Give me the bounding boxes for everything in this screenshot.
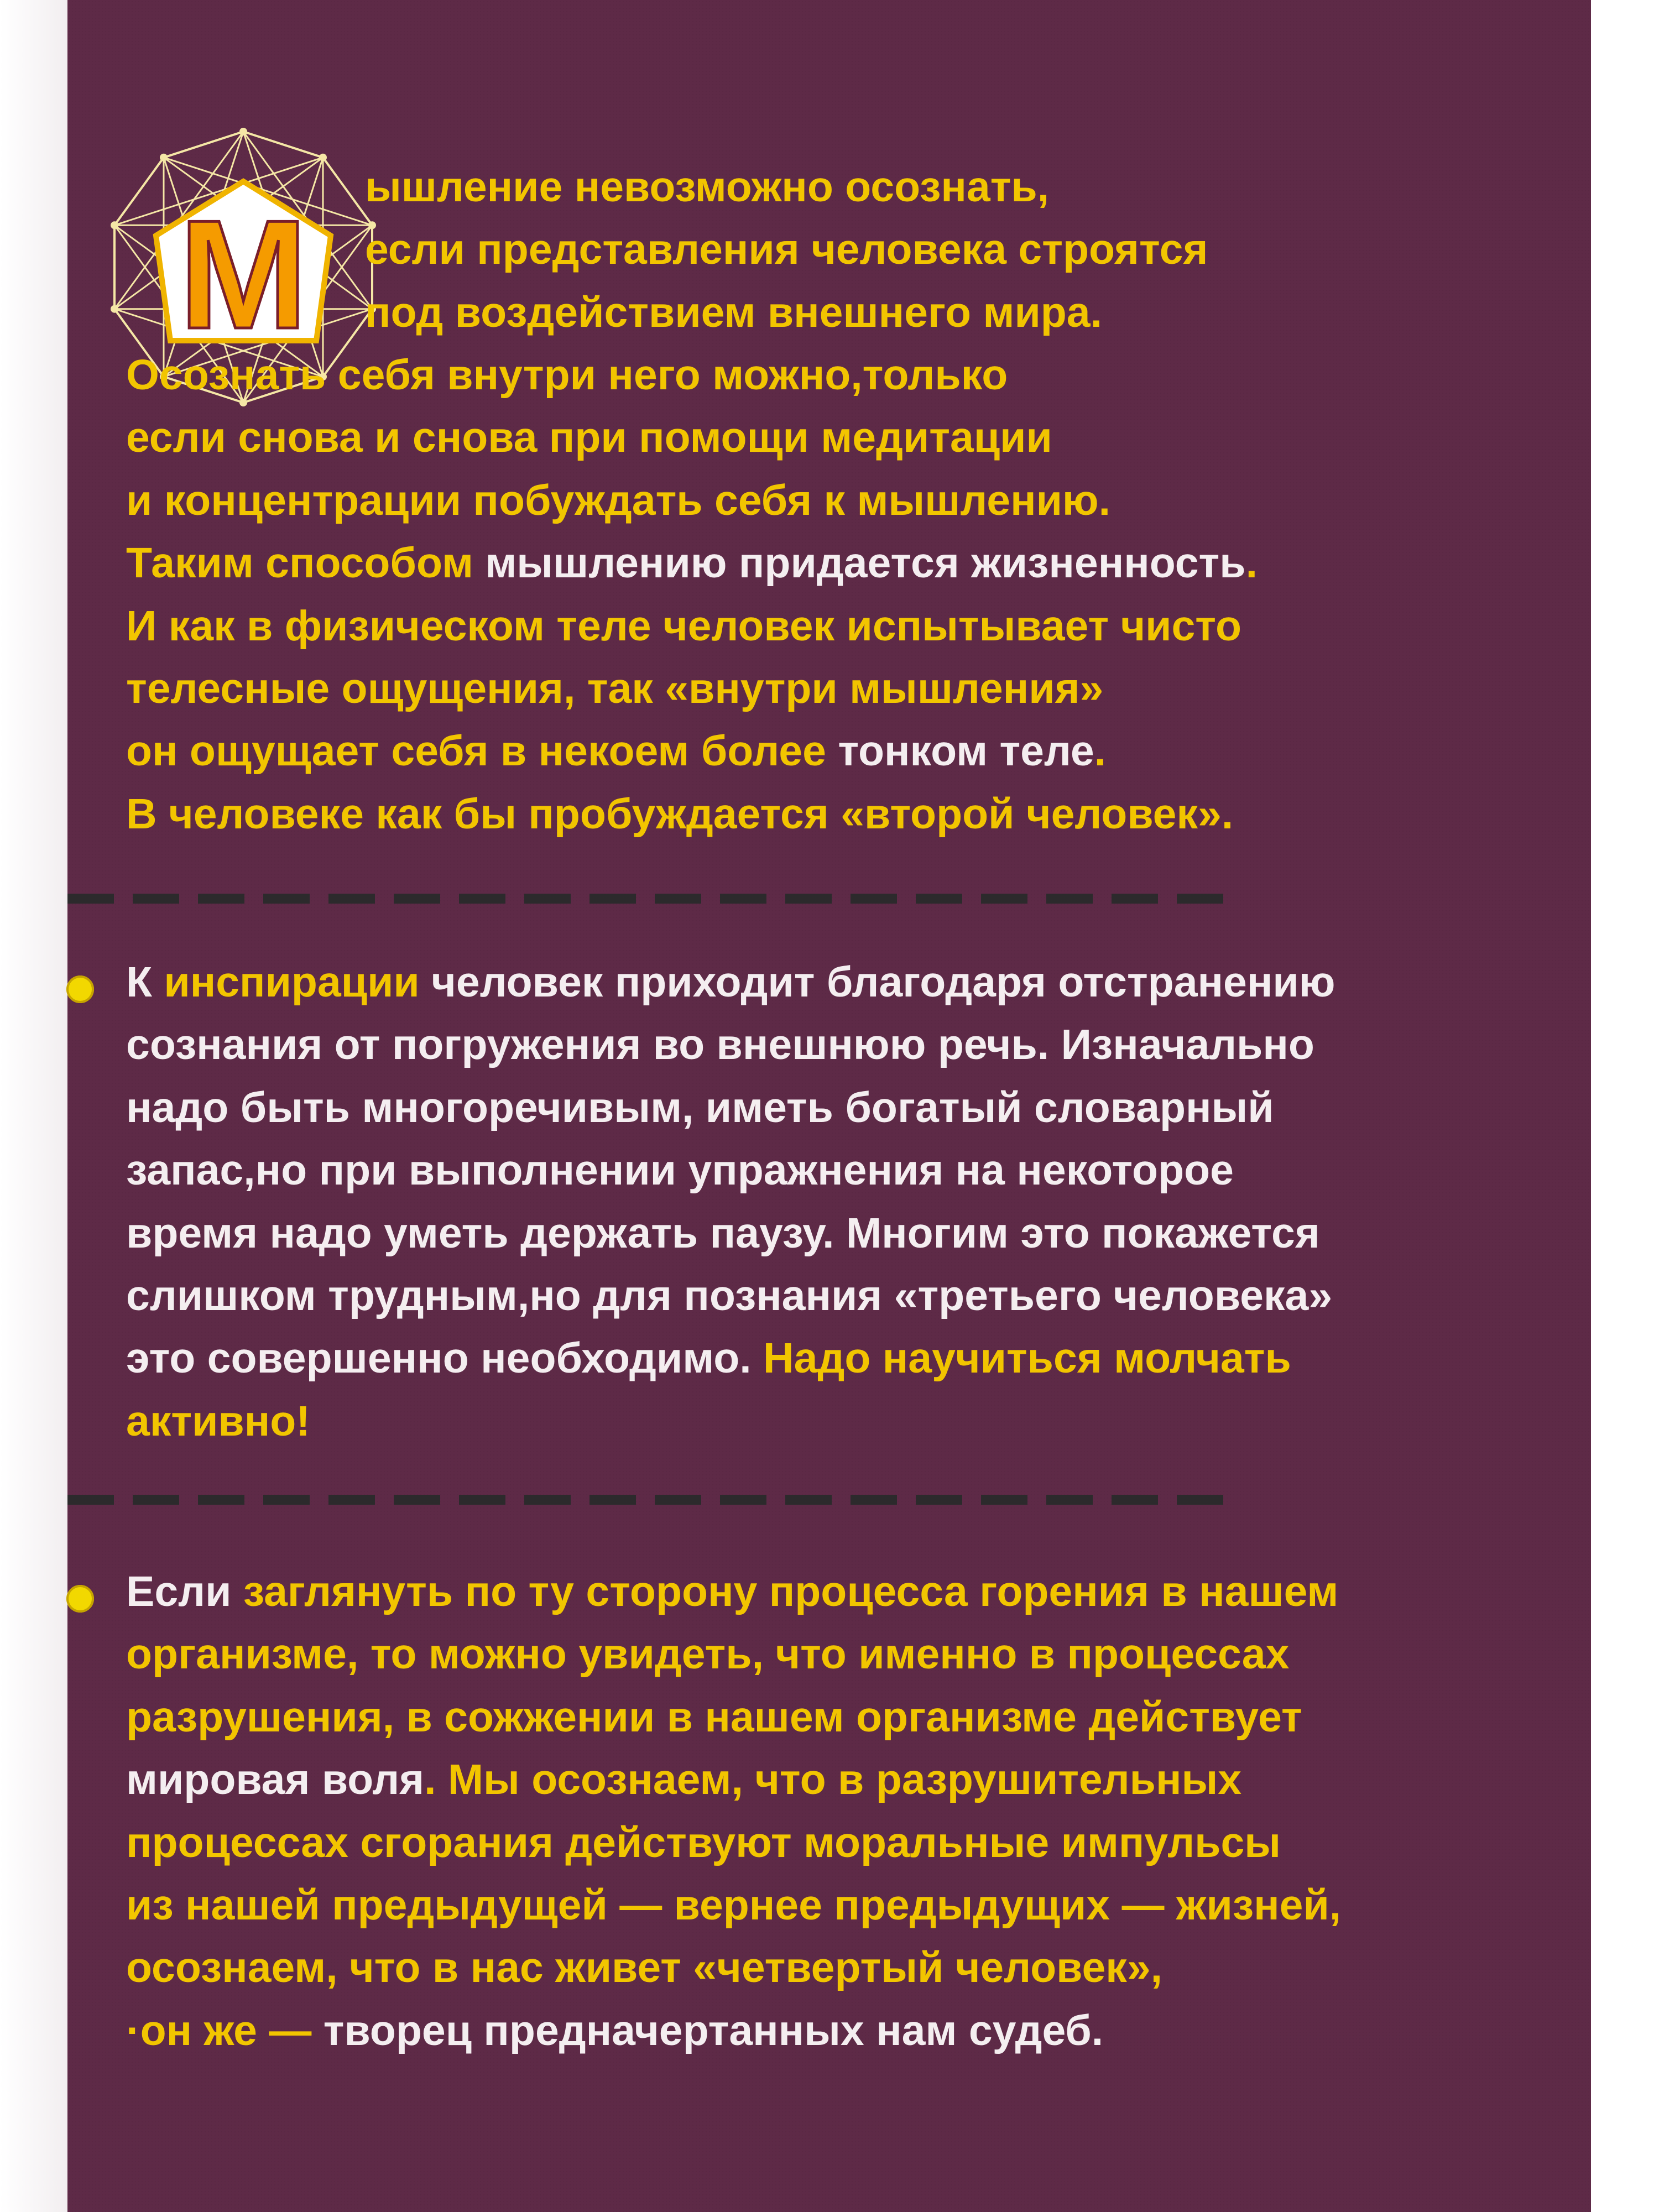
text-line [126, 1390, 1335, 1453]
highlighted-text: Надо научиться молчать [763, 1334, 1291, 1383]
highlighted-text: И как в физическом теле человек испытывает чисто [126, 602, 1242, 650]
highlighted-text: если представления человека строятся [365, 226, 1208, 274]
highlighted-text: . [1094, 727, 1107, 775]
page-edge [0, 0, 67, 2212]
highlighted-text: осознаем, что в нас живет «четвертый человек», [126, 1944, 1163, 1992]
bullet-dot [66, 1585, 94, 1613]
drop-cap-letter: М [179, 189, 308, 361]
text-line [365, 156, 1208, 218]
text-line [126, 951, 1335, 1014]
text-line [126, 1812, 1341, 1874]
text-line [126, 1139, 1335, 1202]
text-line [126, 658, 1258, 720]
text-line [126, 595, 1258, 658]
highlighted-text: ·он же — [126, 2006, 324, 2054]
highlighted-text: из нашей предыдущей — вернее предыдущих — жизней, [126, 1881, 1342, 1929]
dashed-divider [67, 1495, 1232, 1505]
text-line [126, 1749, 1341, 1811]
text-line [126, 2000, 1341, 2062]
text-line [365, 281, 1208, 344]
highlighted-text: . Мы осознаем, что в разрушительных [424, 1756, 1242, 1804]
emblem-ring-node [111, 221, 118, 229]
emblem-ring-node [160, 154, 168, 161]
text-line [126, 783, 1258, 846]
highlighted-text: под воздействием внешнего мира. [365, 288, 1103, 336]
text-line [126, 1874, 1341, 1937]
plain-text: тонком теле [838, 727, 1094, 775]
highlighted-text: Осознать себя внутри него можно,только [126, 351, 1008, 399]
highlighted-text: если снова и снова при помощи медитации [126, 414, 1052, 462]
plain-text: время надо уметь держать паузу. Многим это покажется [126, 1209, 1320, 1257]
text-line [126, 720, 1258, 782]
highlighted-text: процессах сгорания действуют моральные импульсы [126, 1818, 1281, 1866]
highlighted-text: инспирации [164, 958, 420, 1006]
plain-text: мышлению придается жизненность [485, 539, 1246, 587]
inspiration-paragraph [126, 951, 1335, 1453]
emblem-ring-node [111, 305, 118, 313]
highlighted-text: телесные ощущения, так «внутри мышления» [126, 665, 1104, 713]
text-line [126, 1561, 1341, 1623]
text-line [126, 1327, 1335, 1390]
text-line [126, 1686, 1341, 1749]
text-line [126, 1014, 1335, 1076]
plain-text: запас,но при выполнении упражнения на некоторое [126, 1146, 1234, 1194]
plain-text: надо быть многоречивым, иметь богатый словарный [126, 1083, 1274, 1131]
burning-process-paragraph [126, 1561, 1341, 2062]
text-line [126, 1202, 1335, 1265]
plain-text: слишком трудным,но для познания «третьего человека» [126, 1272, 1333, 1320]
plain-text: это совершенно необходимо. [126, 1334, 764, 1383]
text-line [126, 469, 1258, 532]
text-line [126, 532, 1258, 594]
plain-text: человек приходит благодаря отстранению [419, 958, 1335, 1006]
plain-text: К [126, 958, 164, 1006]
bullet-dot [66, 975, 94, 1003]
text-line [365, 218, 1208, 281]
highlighted-text: В человеке как бы пробуждается «второй человек». [126, 790, 1234, 838]
highlighted-text: заглянуть по ту сторону процесса горения в нашем [243, 1568, 1339, 1615]
highlighted-text: разрушения, в сожжении в нашем организме действует [126, 1693, 1302, 1741]
intro-paragraph-first-lines [365, 156, 1208, 344]
plain-text: сознания от погружения во внешнюю речь. Изначально [126, 1021, 1314, 1069]
text-line [126, 1937, 1341, 1999]
plain-text: Если [126, 1568, 243, 1615]
highlighted-text: активно! [126, 1397, 310, 1445]
text-line [126, 406, 1258, 469]
highlighted-text: и концентрации побуждать себя к мышлению. [126, 476, 1111, 524]
dashed-divider [67, 894, 1232, 904]
intro-paragraph-rest [126, 344, 1258, 846]
highlighted-text: . [1245, 539, 1258, 587]
text-line [126, 1077, 1335, 1139]
plain-text: мировая воля [126, 1756, 425, 1804]
highlighted-text: он ощущает себя в некоем более [126, 727, 838, 775]
text-line [126, 1623, 1341, 1686]
highlighted-text: Таким способом [126, 539, 486, 587]
text-line [126, 344, 1258, 406]
highlighted-text: ышление невозможно осознать, [365, 163, 1050, 211]
highlighted-text: организме, то можно увидеть, что именно в процессах [126, 1630, 1290, 1678]
plain-text: творец предначертанных нам судеб. [323, 2006, 1104, 2054]
text-line [126, 1265, 1335, 1327]
